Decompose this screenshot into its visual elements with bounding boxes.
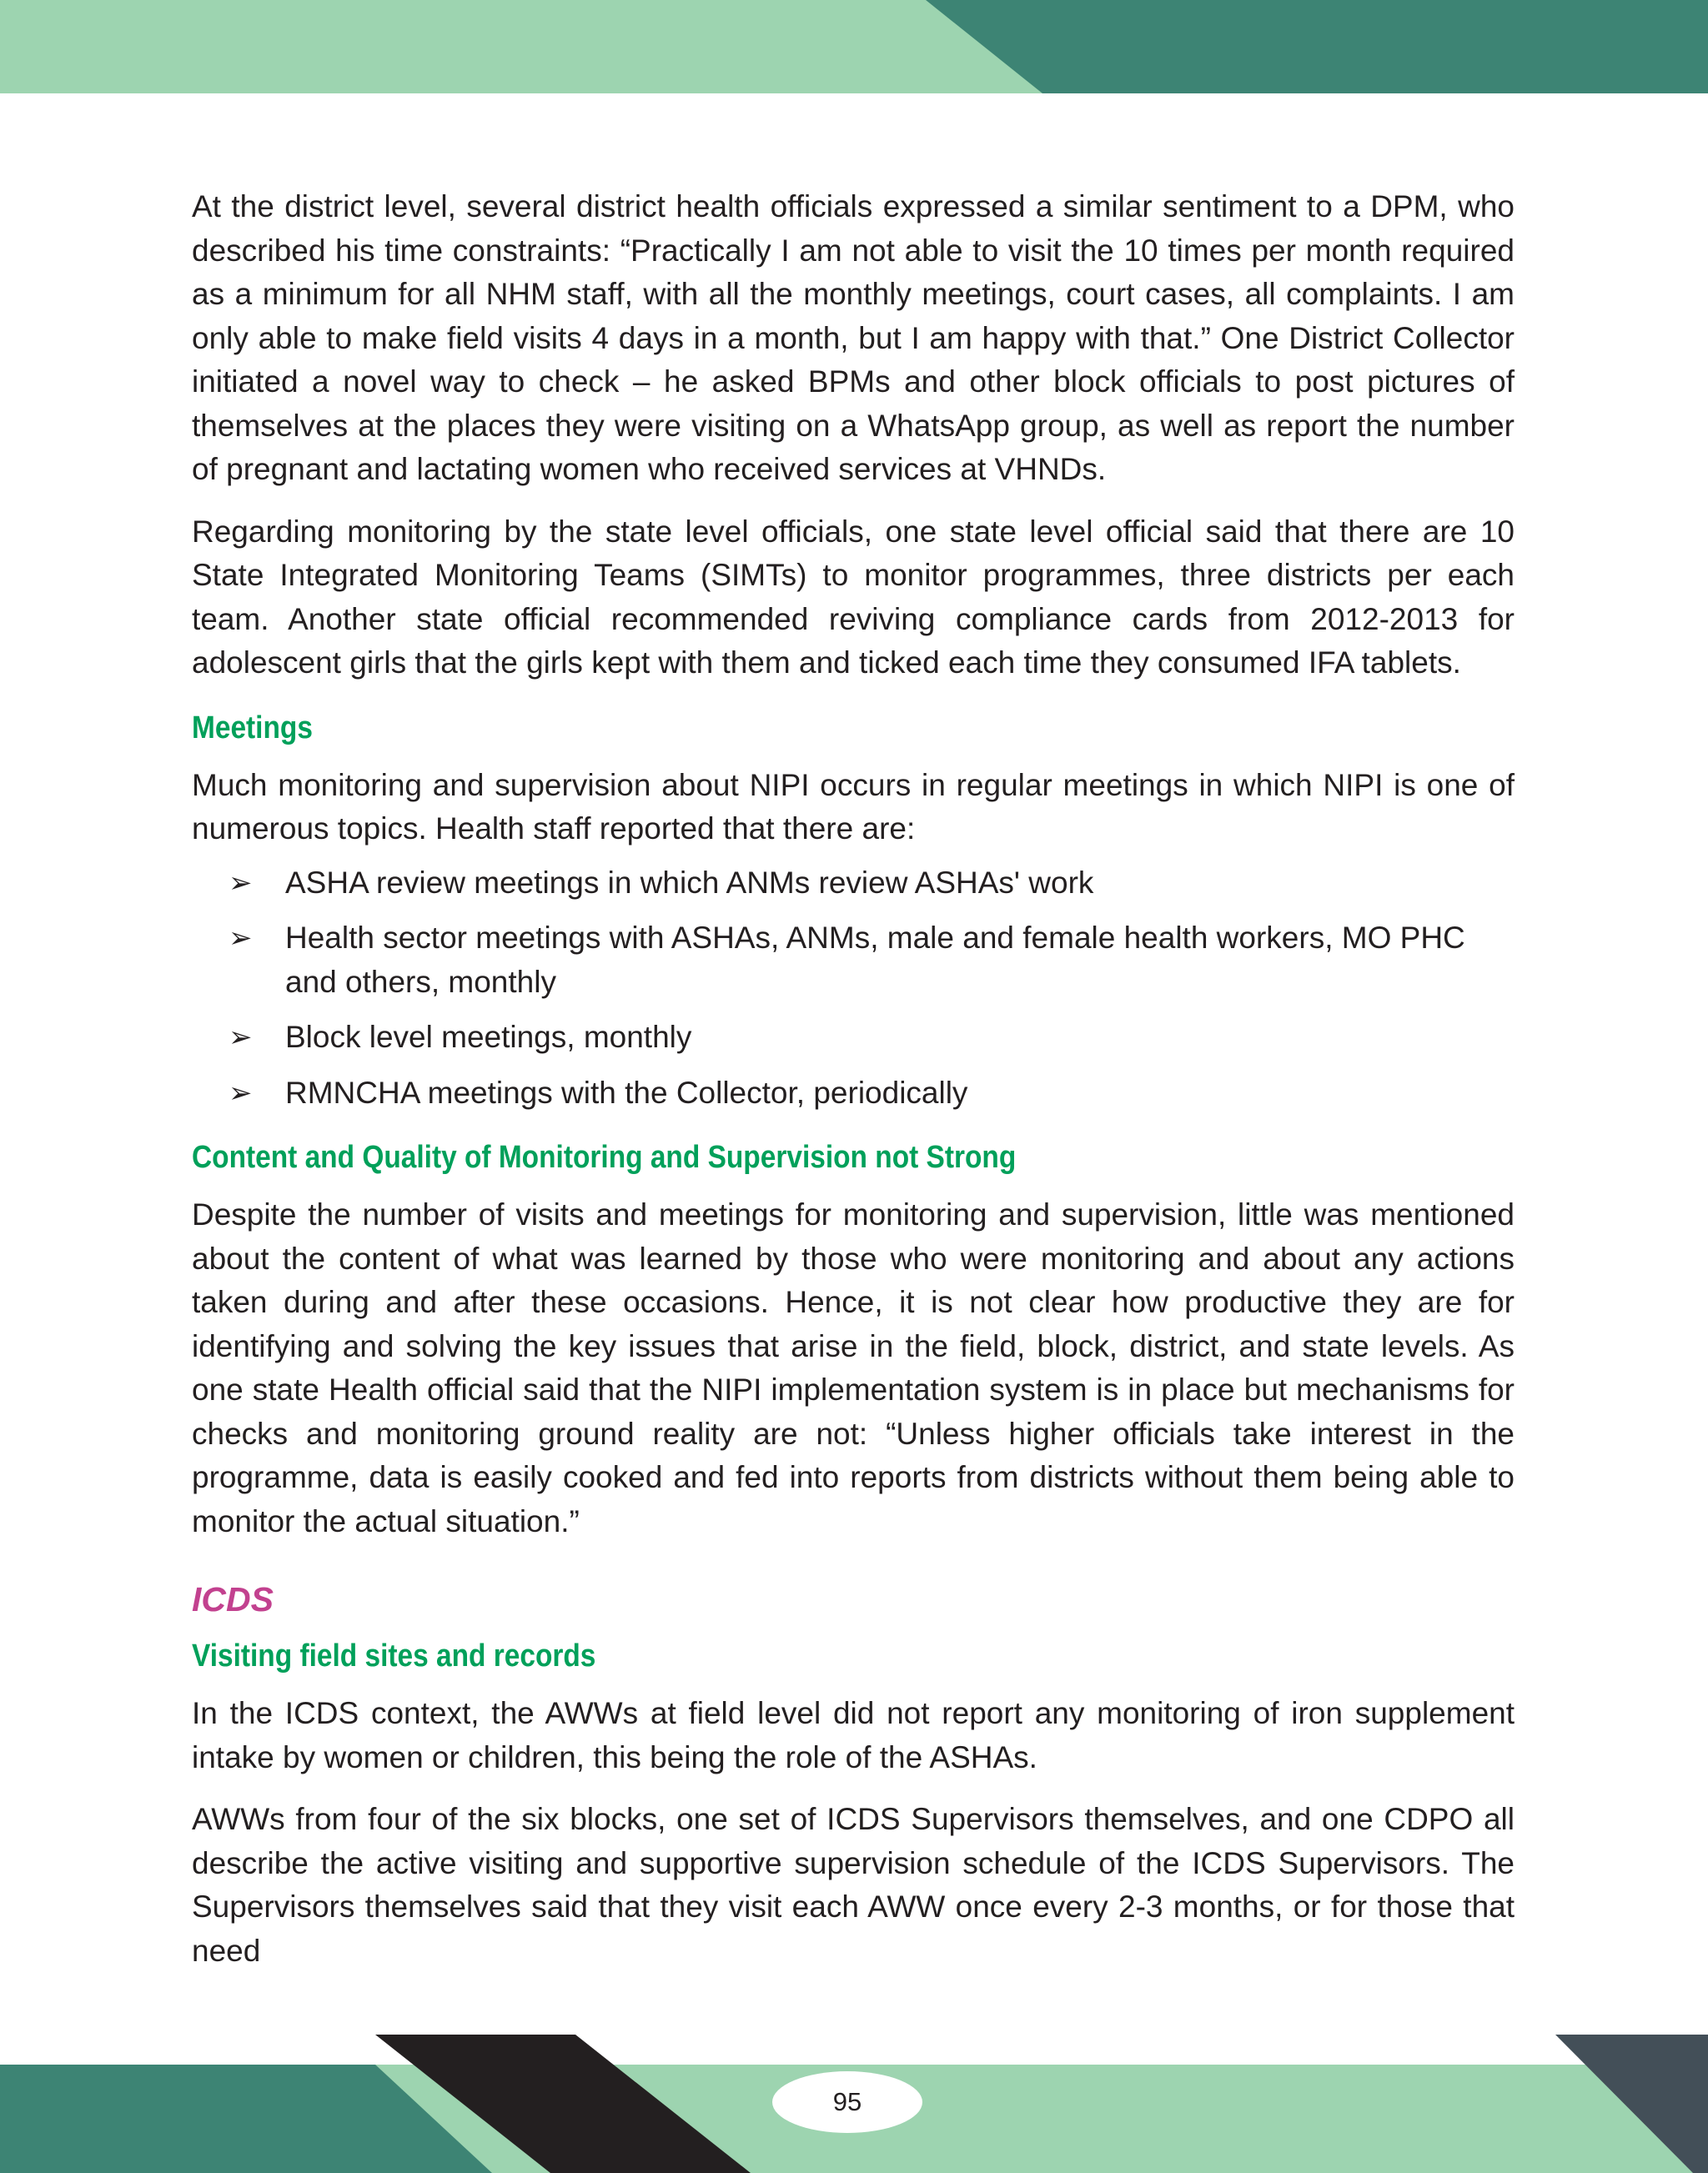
paragraph-content-quality: Despite the number of visits and meetings for monitoring and supervision, little was mentioned about the content of what was learned by those who were monitoring and about any actions taken during and after these occasions. Hence, it is not clear how productive they are for identifying and solving the key issues that arise in the field, block, district, and state levels. As one state Health official said that the NIPI implementation system is in place but mechanisms for checks and monitoring ground reality are not: “Unless higher officials take interest in the programme, data is easily cooked and fed into reports from districts without them being able to monitor the actual situation.” bbox=[192, 1197, 1515, 1538]
arrow-bullet-icon: ➢ bbox=[229, 1076, 253, 1110]
list-item-text: RMNCHA meetings with the Collector, periodically bbox=[285, 1075, 968, 1110]
list-item bbox=[192, 1071, 1515, 1116]
paragraph-meetings-intro: Much monitoring and supervision about NIPI occurs in regular meetings in which NIPI is one of numerous topics. Health staff reported that there are: bbox=[192, 767, 1515, 846]
list-item bbox=[192, 916, 1515, 1004]
top-decorative-band bbox=[0, 0, 1708, 93]
paragraph-state-level: Regarding monitoring by the state level officials, one state level official said that there are 10 State Integrated Monitoring Teams (SIMTs) to monitor programmes, three districts per each team. Another state official recommended reviving compliance cards from 2012-2013 for adolescent girls that the girls kept with them and ticked each time they consumed IFA tablets. bbox=[192, 514, 1515, 680]
arrow-bullet-icon: ➢ bbox=[229, 1021, 253, 1054]
paragraph-icds-context: In the ICDS context, the AWWs at field level did not report any monitoring of iron supplement intake by women or children, this being the role of the ASHAs. bbox=[192, 1696, 1515, 1774]
heading-content-quality: Content and Quality of Monitoring and Supervision not Strong bbox=[192, 1140, 1017, 1175]
list-item-text: Block level meetings, monthly bbox=[285, 1020, 692, 1054]
heading-icds: ICDS bbox=[192, 1580, 274, 1618]
heading-meetings: Meetings bbox=[192, 710, 313, 745]
list-item-text: ASHA review meetings in which ANMs review ASHAs' work bbox=[285, 865, 1094, 900]
list-item bbox=[192, 1016, 1515, 1060]
arrow-bullet-icon: ➢ bbox=[229, 866, 253, 900]
list-item-text: Health sector meetings with ASHAs, ANMs, male and female health workers, MO PHC and others, monthly bbox=[285, 921, 1465, 999]
list-item bbox=[192, 861, 1515, 906]
top-band-dark bbox=[926, 0, 1708, 93]
meetings-list bbox=[192, 861, 1515, 1116]
paragraph-district-level: At the district level, several district health officials expressed a similar sentiment to a DPM, who described his time constraints: “Practically I am not able to visit the 10 times per month required as a minimum for all NHM staff, with all the monthly meetings, court cases, all complaints. I am only able to make field visits 4 days in a month, but I am happy with that.” One District Collector initiated a novel way to check – he asked BPMs and other block officials to post pictures of themselves at the places they were visiting on a WhatsApp group, as well as report the number of pregnant and lactating women who received services at VHNDs. bbox=[192, 189, 1515, 486]
heading-visiting-field-sites: Visiting field sites and records bbox=[192, 1639, 596, 1674]
page-content bbox=[192, 185, 1515, 1991]
paragraph-icds-supervisors: AWWs from four of the six blocks, one set of ICDS Supervisors themselves, and one CDPO all describe the active visiting and supportive supervision schedule of the ICDS Supervisors. The Supervisors themselves said that they visit each AWW once every 2-3 months, or for those that need bbox=[192, 1802, 1515, 1968]
page-number: 95 bbox=[772, 2071, 922, 2133]
arrow-bullet-icon: ➢ bbox=[229, 921, 253, 955]
